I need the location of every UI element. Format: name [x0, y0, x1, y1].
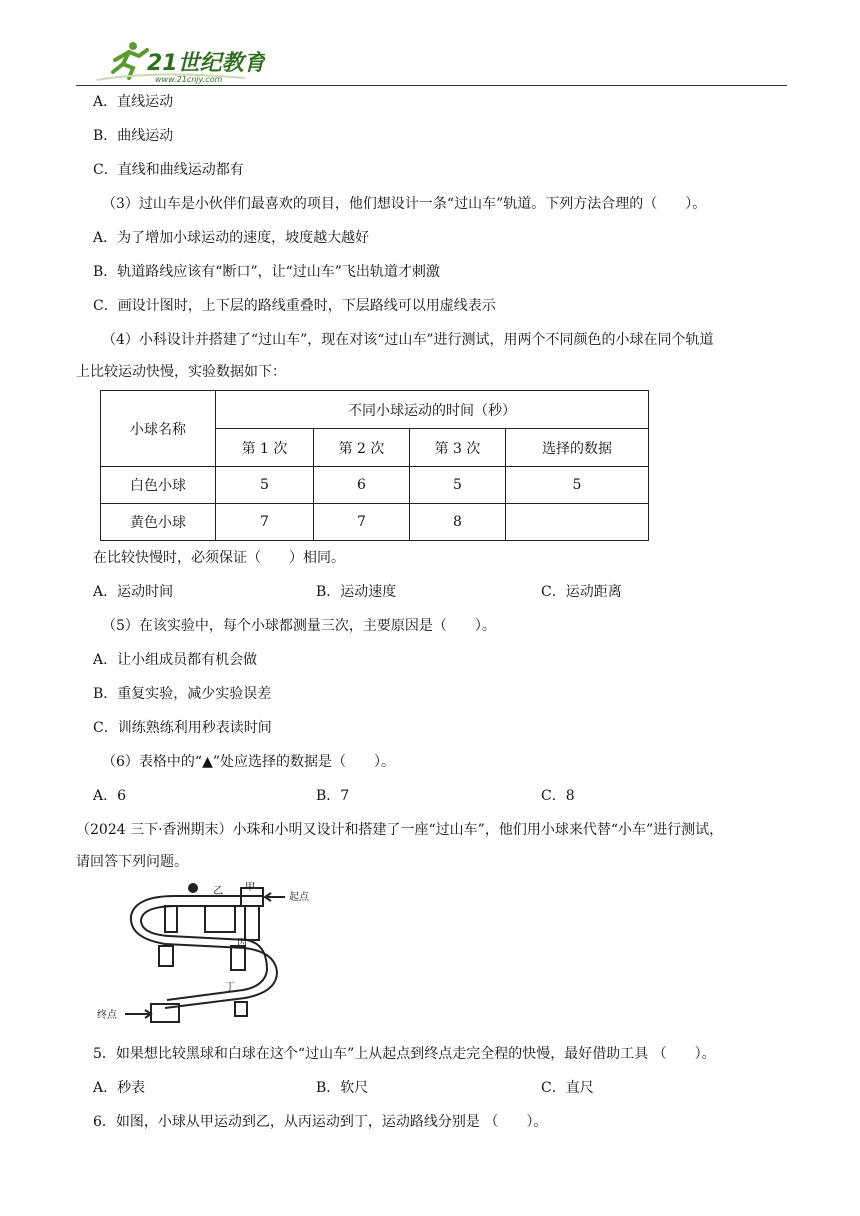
label-yi: 乙: [213, 886, 223, 897]
header-rule: [76, 85, 787, 86]
option-a-q2: A．直线运动: [93, 94, 174, 110]
option-c-q4: C．运动距离: [541, 584, 622, 600]
option-c-q6: C．8: [541, 788, 575, 804]
label-start: 起点: [289, 892, 309, 903]
question-4-line1: （4）小科设计并搭建了“过山车”，现在对该“过山车”进行测试，用两个不同颜色的小球在同个轨道: [102, 332, 714, 348]
option-b-q5: B．重复实验，减少实验误差: [93, 686, 272, 702]
question-4-stem: 在比较快慢时，必须保证（ ）相同。: [93, 550, 345, 566]
label-end: 终点: [97, 1010, 117, 1021]
question-5-main: 5．如果想比较黑球和白球在这个“过山车”上从起点到终点走完全程的快慢，最好借助工具 （ ）。: [93, 1046, 716, 1062]
section-intro-line2: 请回答下列问题。: [76, 854, 188, 870]
table-header-group: 不同小球运动的时间（秒）: [216, 391, 649, 429]
table-row: [101, 467, 649, 504]
label-ding: 丁: [225, 982, 235, 993]
pillar: [245, 906, 259, 940]
table-header-trial-3: 第 3 次: [410, 429, 506, 467]
table-row: [101, 504, 649, 541]
label-jia: 甲: [245, 882, 255, 893]
row-name: 白色小球: [101, 467, 216, 504]
option-b-q2: B．曲线运动: [93, 128, 174, 144]
ball: [189, 884, 197, 892]
pillar: [159, 946, 173, 966]
site-logo: [95, 40, 265, 86]
logo-text: 21世纪教育: [147, 51, 265, 76]
logo-url: www.21cnjy.com: [155, 75, 223, 84]
cell: 7: [314, 504, 410, 541]
cell: [506, 504, 649, 541]
row-name: 黄色小球: [101, 504, 216, 541]
cell: 5: [410, 467, 506, 504]
option-b-q3: B．轨道路线应该有“断口”，让“过山车”飞出轨道才刺激: [93, 264, 440, 280]
option-c-q3: C．画设计图时，上下层的路线重叠时，下层路线可以用虚线表示: [93, 298, 496, 314]
option-c-q2: C．直线和曲线运动都有: [93, 162, 244, 178]
question-6: （6）表格中的“▲”处应选择的数据是（ ）。: [102, 754, 395, 770]
pillar: [235, 1002, 247, 1016]
option-c-q5: C．训练熟练利用秒表读时间: [93, 720, 272, 736]
label-bing: 丙: [237, 938, 247, 949]
question-4-line2: 上比较运动快慢，实验数据如下：: [76, 364, 286, 380]
question-5: （5）在该实验中，每个小球都测量三次，主要原因是（ ）。: [102, 618, 496, 634]
section-intro-line1: （2024 三下·香洲期末）小珠和小明又设计和搭建了一座“过山车”，他们用小球来代替“小车”进行测试，: [76, 822, 724, 838]
cell: 6: [314, 467, 410, 504]
cell: 8: [410, 504, 506, 541]
roller-coaster-figure: [95, 882, 335, 1032]
question-3: （3）过山车是小伙伴们最喜欢的项目，他们想设计一条“过山车”轨道。下列方法合理的（ ）。: [102, 196, 707, 212]
results-table: [100, 390, 649, 541]
option-b-q4: B．运动速度: [316, 584, 397, 600]
cell: 7: [216, 504, 314, 541]
option-a-q5: A．让小组成员都有机会做: [93, 652, 258, 668]
table-header-name: 小球名称: [101, 391, 216, 467]
cell: 5: [506, 467, 649, 504]
question-6-main: 6．如图，小球从甲运动到乙，从丙运动到丁，运动路线分别是 （ ）。: [93, 1114, 548, 1130]
option-b-q6: B．7: [316, 788, 350, 804]
pillar: [231, 946, 245, 970]
table-header-selected: 选择的数据: [506, 429, 649, 467]
option-a-q6: A．6: [93, 788, 127, 804]
option-b-q5-main: B．软尺: [316, 1080, 369, 1096]
table-header-trial-1: 第 1 次: [216, 429, 314, 467]
pillar: [205, 906, 235, 932]
track-outer: [131, 896, 277, 1008]
option-a-q3: A．为了增加小球运动的速度，坡度越大越好: [93, 230, 370, 246]
option-a-q4: A．运动时间: [93, 584, 174, 600]
option-a-q5-main: A．秒表: [93, 1080, 146, 1096]
table-header-trial-2: 第 2 次: [314, 429, 410, 467]
pillar: [165, 906, 177, 932]
cell: 5: [216, 467, 314, 504]
option-c-q5-main: C．直尺: [541, 1080, 594, 1096]
